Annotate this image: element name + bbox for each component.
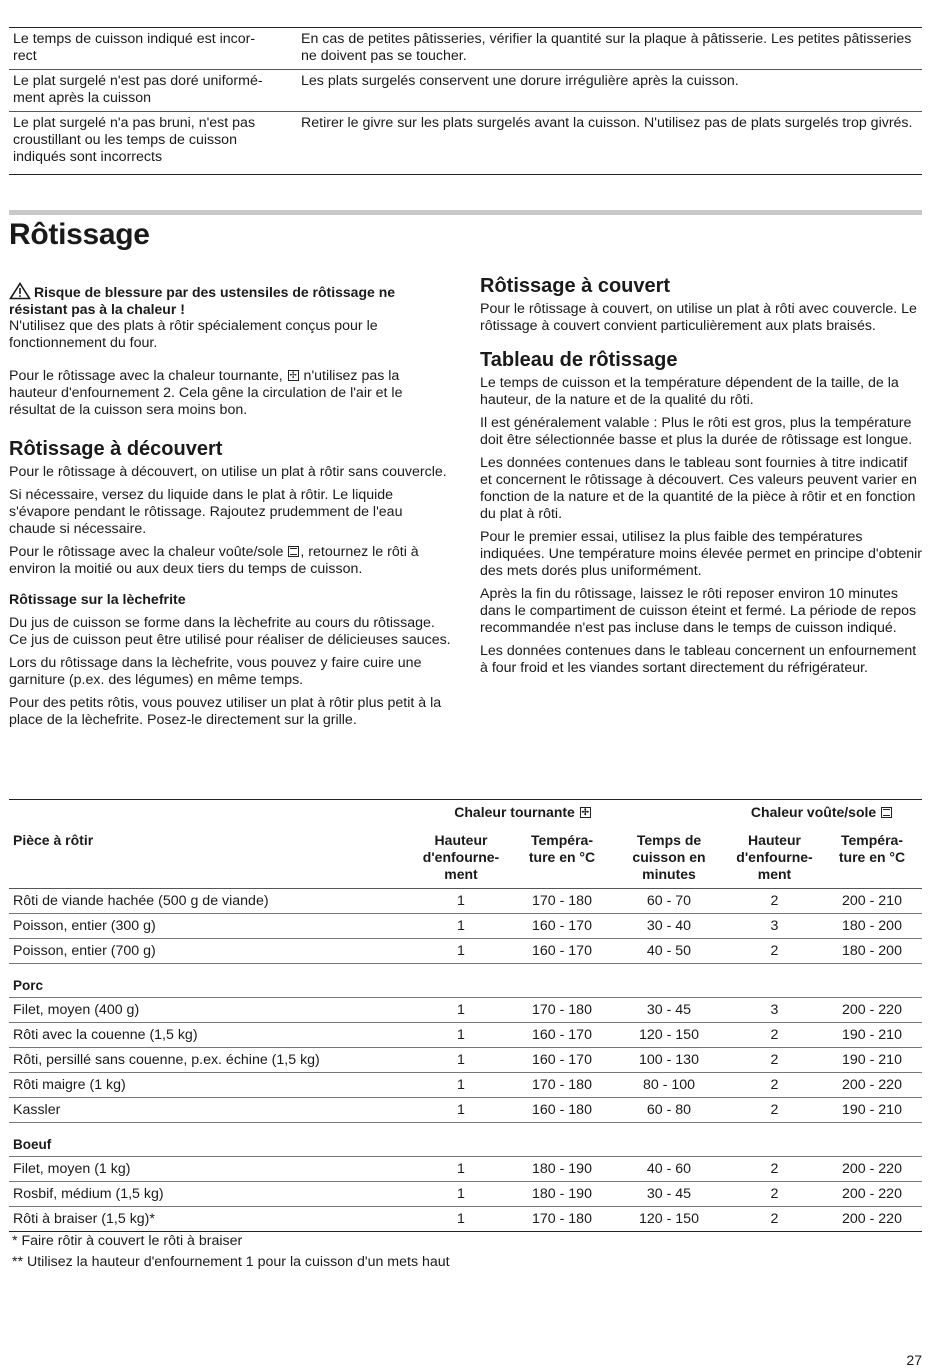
cell-temp-2: 200 - 220 (842, 1002, 902, 1018)
cell-temp-1: 170 - 180 (532, 893, 592, 909)
table-row (9, 889, 922, 914)
problem-cell: Le plat surgelé n'a pas bruni, n'est pas croustillant ou les temps de cuisson indiqués sont incorrects (13, 115, 256, 165)
table-p6: Les données contenues dans le tableau concernent un enfournement à four froid et les viandes sortant directement du réfrigérateur. (480, 643, 917, 676)
cell-height-1: 1 (457, 1027, 465, 1043)
cell-temp-2: 200 - 210 (842, 893, 902, 909)
cell-time: 100 - 130 (639, 1052, 699, 1068)
group-top-bottom (722, 804, 922, 821)
cell-temp-2: 200 - 220 (842, 1077, 902, 1093)
uncovered-p2: Si nécessaire, versez du liquide dans le plat à rôtir. Le liquide s'évapore pendant le rôtissage. Rajoutez prudemment de l'eau chaude si nécessaire. (9, 487, 403, 537)
section-label: Porc (13, 978, 44, 993)
cell-piece: Rosbif, médium (1,5 kg) (13, 1186, 164, 1202)
uncovered-heading: Rôtissage à découvert (9, 438, 223, 460)
section-row-porc (9, 964, 922, 998)
table-row (9, 939, 922, 964)
solution-cell: Les plats surgelés conservent une dorure irrégulière après la cuisson. (301, 73, 739, 89)
cell-height-1: 1 (457, 943, 465, 959)
cell-temp-1: 170 - 180 (532, 1077, 592, 1093)
cell-height-2: 3 (770, 918, 779, 934)
right-column (480, 274, 922, 677)
roasting-table (9, 799, 922, 1232)
page-number: 27 (906, 1352, 922, 1368)
table-p3: Les données contenues dans le tableau sont fournies à titre indicatif et concernent le rôtissage à découvert. Ces valeurs peuvent varier en fonction de la nature et de la quantité de la pièce à rôtir et en fonction du plat à rôti. (480, 455, 917, 522)
cell-height-2: 2 (770, 1052, 779, 1068)
cell-time: 40 - 50 (646, 943, 692, 959)
top-bottom-heat-symbol-icon (881, 807, 892, 818)
table-row (9, 1157, 922, 1182)
cell-temp-2: 180 - 200 (842, 943, 902, 959)
drip-tray-subheading: Rôtissage sur la lèchefrite (9, 592, 186, 608)
cell-temp-2: 200 - 220 (842, 1186, 902, 1202)
table-row (9, 1023, 922, 1048)
cell-time: 40 - 60 (646, 1161, 692, 1177)
uncovered-p3 (9, 544, 451, 578)
cell-height-2: 2 (770, 1077, 779, 1093)
cell-time: 60 - 70 (646, 893, 692, 909)
cell-height-2: 2 (770, 1161, 779, 1177)
cell-time: 80 - 100 (642, 1077, 696, 1093)
col-temp-2: Tempéra- ture en °C (838, 832, 906, 865)
footnote-2: ** Utilisez la hauteur d'enfournement 1 pour la cuisson d'un mets haut (12, 1254, 450, 1270)
col-time: Temps de cuisson en minutes (632, 832, 706, 882)
table-row (9, 998, 922, 1023)
group-hot-air (413, 804, 633, 821)
left-column (9, 282, 451, 729)
cell-temp-1: 180 - 190 (532, 1161, 592, 1177)
cell-height-1: 1 (457, 1077, 465, 1093)
col-height-2: Hauteur d'enfourne- ment (736, 832, 813, 882)
table-row (9, 1182, 922, 1207)
problem-cell: Le plat surgelé n'est pas doré uniformé- ment après la cuisson (13, 73, 263, 106)
hot-air-symbol-icon (580, 807, 591, 818)
page-title: Rôtissage (9, 218, 150, 251)
warning-title: Risque de blessure par des ustensiles de rôtissage ne résistant pas à la chaleur ! (9, 284, 396, 317)
cell-time: 30 - 45 (646, 1002, 692, 1018)
group-hot-air-label: Chaleur tournante (454, 804, 575, 820)
table-p5: Après la fin du rôtissage, laissez le rôti reposer environ 10 minutes dans le compartiment de cuisson éteint et fermé. La période de repos recommandée n'est pas incluse dans le temps de cuisson indiqué. (480, 586, 917, 636)
table-row (9, 914, 922, 939)
problem-cell: Le temps de cuisson indiqué est incor- rect (13, 31, 256, 64)
cell-height-1: 1 (457, 1102, 465, 1118)
uncovered-p3-end: , retournez le rôti à environ la moitié ou aux deux tiers du temps de cuisson. (9, 544, 419, 577)
cell-temp-1: 170 - 180 (532, 1211, 592, 1227)
cell-temp-1: 160 - 170 (532, 918, 592, 934)
cell-time: 120 - 150 (639, 1211, 699, 1227)
cell-temp-2: 200 - 220 (842, 1161, 902, 1177)
cell-piece: Kassler (13, 1102, 61, 1118)
cell-time: 60 - 80 (646, 1102, 692, 1118)
cell-temp-2: 190 - 210 (842, 1027, 902, 1043)
cell-piece: Rôti maigre (1 kg) (13, 1077, 126, 1093)
warning-triangle-icon (9, 282, 31, 300)
table-group-header (9, 800, 922, 826)
cell-piece: Rôti à braiser (1,5 kg)* (13, 1211, 155, 1227)
table-p2: Il est généralement valable : Plus le rôti est gros, plus la température doit être sélectionnée basse et plus la durée de rôtissage est longue. (480, 415, 913, 448)
cell-piece: Filet, moyen (400 g) (13, 1002, 140, 1018)
cell-piece: Rôti de viande hachée (500 g de viande) (13, 893, 269, 909)
cell-time: 30 - 40 (646, 918, 692, 934)
cell-temp-1: 160 - 170 (532, 943, 592, 959)
cell-height-2: 3 (770, 1002, 779, 1018)
top-bottom-heat-symbol-icon (288, 546, 299, 557)
cell-piece: Poisson, entier (700 g) (13, 943, 156, 959)
cell-temp-1: 160 - 170 (532, 1052, 592, 1068)
uncovered-p3-start: Pour le rôtissage avec la chaleur voûte/sole (9, 544, 288, 560)
table-row (9, 1098, 922, 1123)
cell-piece: Rôti avec la couenne (1,5 kg) (13, 1027, 198, 1043)
covered-heading: Rôtissage à couvert (480, 275, 671, 297)
solution-cell: En cas de petites pâtisseries, vérifier la quantité sur la plaque à pâtisserie. Les petites pâtisseries ne doivent pas se toucher. (301, 31, 912, 64)
covered-p1: Pour le rôtissage à couvert, on utilise un plat à rôti avec couvercle. Le rôtissage à couvert convient particulièrement aux plats braisés. (480, 301, 917, 334)
cell-height-1: 1 (457, 1186, 465, 1202)
footnote-1: * Faire rôtir à couvert le rôti à braiser (12, 1233, 243, 1249)
table-column-header (9, 826, 922, 889)
section-row-boeuf (9, 1123, 922, 1157)
solution-cell: Retirer le givre sur les plats surgelés avant la cuisson. N'utilisez pas de plats surgelés trop givrés. (301, 115, 913, 131)
cell-height-2: 2 (770, 1211, 779, 1227)
col-piece: Pièce à rôtir (13, 832, 94, 848)
cell-piece: Filet, moyen (1 kg) (13, 1161, 131, 1177)
cell-height-1: 1 (457, 918, 465, 934)
uncovered-p6: Pour des petits rôtis, vous pouvez utiliser un plat à rôtir plus petit à la place de la lèchefrite. Posez-le directement sur la grille. (9, 695, 442, 728)
cell-height-2: 2 (770, 1102, 779, 1118)
cell-height-1: 1 (457, 1211, 465, 1227)
table-row (9, 112, 922, 175)
cell-height-1: 1 (457, 1161, 465, 1177)
intro-text-end: n'utilisez pas la hauteur d'enfournement 2. Cela gêne la circulation de l'air et le résultat de la cuisson sera moins bon. (9, 368, 403, 418)
cell-time: 120 - 150 (639, 1027, 699, 1043)
section-divider (9, 210, 922, 215)
cell-height-2: 2 (770, 893, 779, 909)
intro-text-start: Pour le rôtissage avec la chaleur tournante, (9, 368, 287, 384)
cell-temp-2: 190 - 210 (842, 1052, 902, 1068)
cell-piece: Poisson, entier (300 g) (13, 918, 156, 934)
cell-temp-2: 200 - 220 (842, 1211, 902, 1227)
uncovered-p1: Pour le rôtissage à découvert, on utilise un plat à rôtir sans couvercle. (9, 464, 447, 480)
cell-height-2: 2 (770, 1027, 779, 1043)
cell-height-1: 1 (457, 1052, 465, 1068)
cell-height-1: 1 (457, 1002, 465, 1018)
table-row (9, 1207, 922, 1232)
cell-temp-2: 180 - 200 (842, 918, 902, 934)
warning-text: N'utilisez que des plats à rôtir spécialement conçus pour le fonctionnement du four. (9, 318, 378, 351)
cell-temp-1: 170 - 180 (532, 1002, 592, 1018)
troubleshooting-table (9, 27, 922, 175)
cell-height-1: 1 (457, 893, 465, 909)
cell-temp-2: 190 - 210 (842, 1102, 902, 1118)
table-heading: Tableau de rôtissage (480, 349, 678, 371)
hot-air-symbol-icon (288, 370, 299, 381)
cell-height-2: 2 (770, 1186, 779, 1202)
group-top-bottom-label: Chaleur voûte/sole (750, 804, 877, 820)
table-row (9, 1048, 922, 1073)
col-height-1: Hauteur d'enfourne- ment (422, 832, 500, 882)
section-label: Boeuf (13, 1137, 52, 1152)
cell-temp-1: 160 - 180 (532, 1102, 592, 1118)
cell-time: 30 - 45 (646, 1186, 692, 1202)
table-row (9, 70, 922, 112)
warning-heading (9, 282, 451, 318)
table-row (9, 1073, 922, 1098)
cell-temp-1: 180 - 190 (532, 1186, 592, 1202)
col-temp-1: Tempéra- ture en °C (528, 832, 596, 865)
cell-height-2: 2 (770, 943, 779, 959)
uncovered-p5: Lors du rôtissage dans la lèchefrite, vous pouvez y faire cuire une garniture (p.ex. des légumes) en même temps. (9, 655, 422, 688)
uncovered-p4: Du jus de cuisson se forme dans la lèchefrite au cours du rôtissage. Ce jus de cuisson peut être utilisé pour réaliser de délicieuses sauces. (9, 615, 451, 648)
table-row (9, 28, 922, 70)
intro-paragraph (9, 368, 451, 419)
cell-piece: Rôti, persillé sans couenne, p.ex. échine (1,5 kg) (13, 1052, 320, 1068)
table-p4: Pour le premier essai, utilisez la plus faible des températures indiquées. Une température moins élevée permet en principe d'obtenir des mets dorés plus uniformément. (480, 529, 922, 579)
table-p1: Le temps de cuisson et la température dépendent de la taille, de la hauteur, de la nature et de la qualité du rôti. (480, 375, 899, 408)
cell-temp-1: 160 - 170 (532, 1027, 592, 1043)
